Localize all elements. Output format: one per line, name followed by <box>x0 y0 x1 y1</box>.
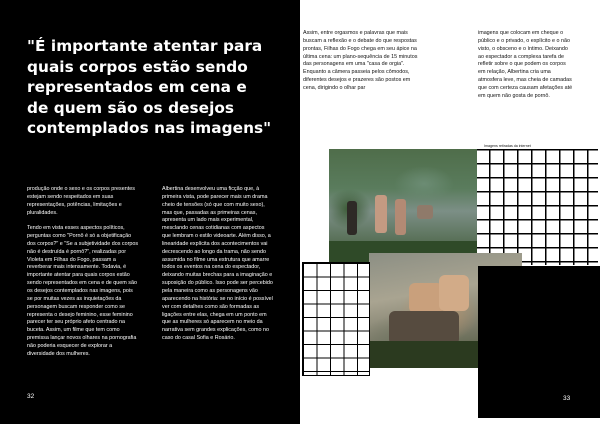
paragraph: Albertina desenvolveu uma ficção que, à primeira vista, pode parecer mais um drama cheio de tensões (só que com muito sexo), mas que, passadas as primeiras cenas, apresenta um lado mais experimental, mesclando cenas cotidianas com aspectos que lembram o estilo videoarte. Além disso, a linearidade explícita dos acontecimentos vai decrescendo ao longo da trama, não sendo assumida no filme uma estrutura que amarre todos os eventos na cena do espectador, deixando muitas brechas para a imaginação e suposição do público. Isso pode ser percebido pela maneira como as personagens vão aparecendo na história: se no início é possível ver com detalhes como são formadas as ligações entre elas, chega em um ponto em que as mulheres só aparecem no meio da narrativa sem grandes explicações, como no caso do casal Sofia e Rosário. <box>162 186 273 342</box>
figure-silhouette <box>417 205 433 219</box>
face-silhouette <box>409 283 443 313</box>
image-caption: Imagens retiradas da internet <box>484 144 531 148</box>
page-number-left: 32 <box>27 393 35 400</box>
left-column-1 <box>27 186 139 366</box>
right-column-2 <box>478 30 573 101</box>
face-silhouette <box>439 275 469 311</box>
right-column-1 <box>303 30 419 93</box>
paragraph: produção onde o sexo e os corpos presentes estejam sendo respeitados em suas representações, potências, limitações e pluralidades. <box>27 186 135 216</box>
shoulder-silhouette <box>389 311 459 345</box>
figure-silhouette <box>347 201 357 235</box>
black-block-decoration <box>478 266 600 418</box>
figure-silhouette <box>375 195 387 233</box>
left-column-2 <box>162 186 274 351</box>
paragraph: Tendo em vista esses aspectos políticos, perguntas como "Pornô é só a objetificação dos corpos?" e "Se a subjetividade dos corpos não é destruída é pornô?", realizadas por Violeta em Filhas do Fogo, passam a reverberar mais intensamente. Todavia, é importante atentar para quais corpos estão sendo representados em cena e de quem são os desejos contemplados nas imagens, pois se por muitas vezes as inquietações da personagem buscam responder como se representa o desejo feminino, esse feminino parecer ter seu próprio afeto centrado na buceta. Assim, um filme que tem como premissa lançar novos olhares na pornografia não poderia esquecer de explorar a diversidade dos mulheres. <box>27 225 139 357</box>
figure-silhouette <box>395 199 406 235</box>
grid-pattern-decoration <box>302 262 370 376</box>
film-still-garden-photo <box>329 149 477 262</box>
page-number-right: 33 <box>563 395 571 402</box>
paragraph: imagens que colocam em cheque o público e o privado, o explícito e o não visto, o obsceno e o íntimo. Deixando ao espectador a complexa tarefa de refletir sobre o que podem os corpos em relação, Albertina cria uma atmosfera leve, mas cheia de camadas que com certeza causam afetações até em quem não gosta de pornô. <box>478 30 573 99</box>
pull-quote: "É importante atentar para quais corpos estão sendo representados em cena e de quem são os desejos contemplados nas imagens" <box>27 37 272 137</box>
paragraph: Assim, entre orgasmos e palavras que mais buscam a reflexão e o debate do que respostas prontas, Filhas do Fogo chega em seu ápice na última cena: um plano-sequência de 15 minutos das personagens em uma "casa de orgia". Enquanto a câmera passeia pelos cômodos, diferentes desejos e prazeres são postos em cena, dirigindo o olhar par <box>303 30 418 91</box>
grid-pattern-decoration <box>475 149 598 265</box>
